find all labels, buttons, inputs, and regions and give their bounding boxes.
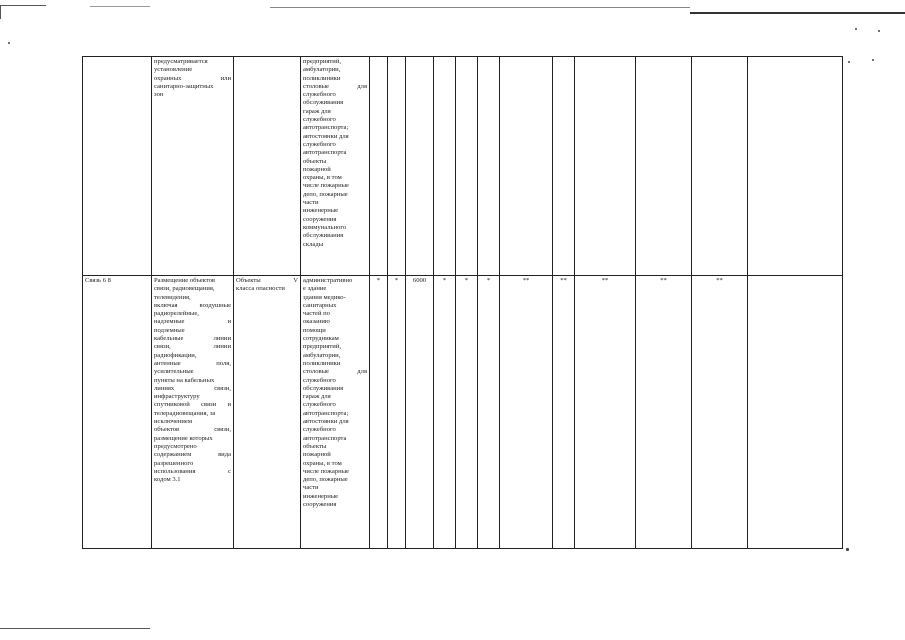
cell-description: предусматривается установление охранных или санитарно-защитных зон bbox=[152, 57, 234, 276]
cell-param bbox=[500, 57, 553, 276]
cell-param: ** bbox=[500, 276, 553, 549]
scan-artifact-dot bbox=[872, 59, 874, 61]
cell-param: * bbox=[370, 276, 388, 549]
scan-artifact-line bbox=[0, 5, 1, 19]
scan-artifact-line bbox=[270, 7, 690, 8]
scan-artifact-dot bbox=[855, 28, 857, 30]
cell-description: Размещение объектов связи, радиовещания, телевидения, включая воздушные радиорелейные, надземные и подземные кабельные линии связи, линии радиофикации, антенные поля, усилительные пункты на кабельных линиях связи, инфраструктуру спутниковой связи и телерадиовещания, за исключением объектов связи, размещение которых предусмотрено содержанием вида разрешенного использования с кодом 3.1 bbox=[152, 276, 234, 549]
table-row-previous bbox=[83, 57, 843, 276]
cell-param bbox=[434, 57, 456, 276]
cell-param bbox=[456, 57, 478, 276]
cell-name bbox=[83, 57, 152, 276]
cell-param bbox=[748, 57, 843, 276]
cell-param: * bbox=[456, 276, 478, 549]
cell-param: ** bbox=[575, 276, 636, 549]
cell-param bbox=[692, 57, 748, 276]
table-row-communications bbox=[83, 276, 843, 549]
cell-param bbox=[370, 57, 388, 276]
cell-objects: Объекты V класса опасности bbox=[234, 276, 301, 549]
cell-param: 6000 bbox=[406, 276, 434, 549]
cell-objects bbox=[234, 57, 301, 276]
cell-name: Связь 6 8 bbox=[83, 276, 152, 549]
cell-param bbox=[406, 57, 434, 276]
scan-artifact-line bbox=[90, 6, 150, 7]
scan-artifact-line bbox=[0, 5, 46, 6]
scan-artifact-line bbox=[0, 628, 150, 629]
scan-artifact-dot bbox=[848, 61, 850, 63]
cell-param: ** bbox=[636, 276, 692, 549]
cell-param bbox=[388, 57, 406, 276]
scan-artifact-line bbox=[690, 12, 905, 14]
cell-param: * bbox=[478, 276, 500, 549]
cell-param bbox=[748, 276, 843, 549]
cell-param bbox=[636, 57, 692, 276]
scan-artifact-dot bbox=[8, 42, 10, 44]
cell-auxiliary-uses: предприятий, амбулатории, поликлиники столовые для служебного обслуживания гараж для служебного автотранспорта; автостоянки для служебного автотранспорта объекты пожарной охраны, в том числе пожарные депо, пожарные части инженерные сооружения коммунального обслуживания склады bbox=[301, 57, 370, 276]
land-use-table bbox=[82, 56, 843, 549]
cell-param bbox=[553, 57, 575, 276]
cell-param: * bbox=[434, 276, 456, 549]
cell-param bbox=[575, 57, 636, 276]
cell-auxiliary-uses: административно е здание здания медико- санитарных частей по оказанию помощи сотрудникам предприятий, амбулатории, поликлиники столовые для служебного обслуживания гараж для служебного автотранспорта; автостоянки для служебного автотранспорта объекты пожарной охраны, в том числе пожарные депо, пожарные части инженерные сооружения bbox=[301, 276, 370, 549]
cell-param: * bbox=[388, 276, 406, 549]
cell-param: ** bbox=[692, 276, 748, 549]
cell-param: ** bbox=[553, 276, 575, 549]
scan-artifact-dot bbox=[846, 548, 849, 551]
cell-param bbox=[478, 57, 500, 276]
scan-artifact-dot bbox=[878, 30, 880, 32]
